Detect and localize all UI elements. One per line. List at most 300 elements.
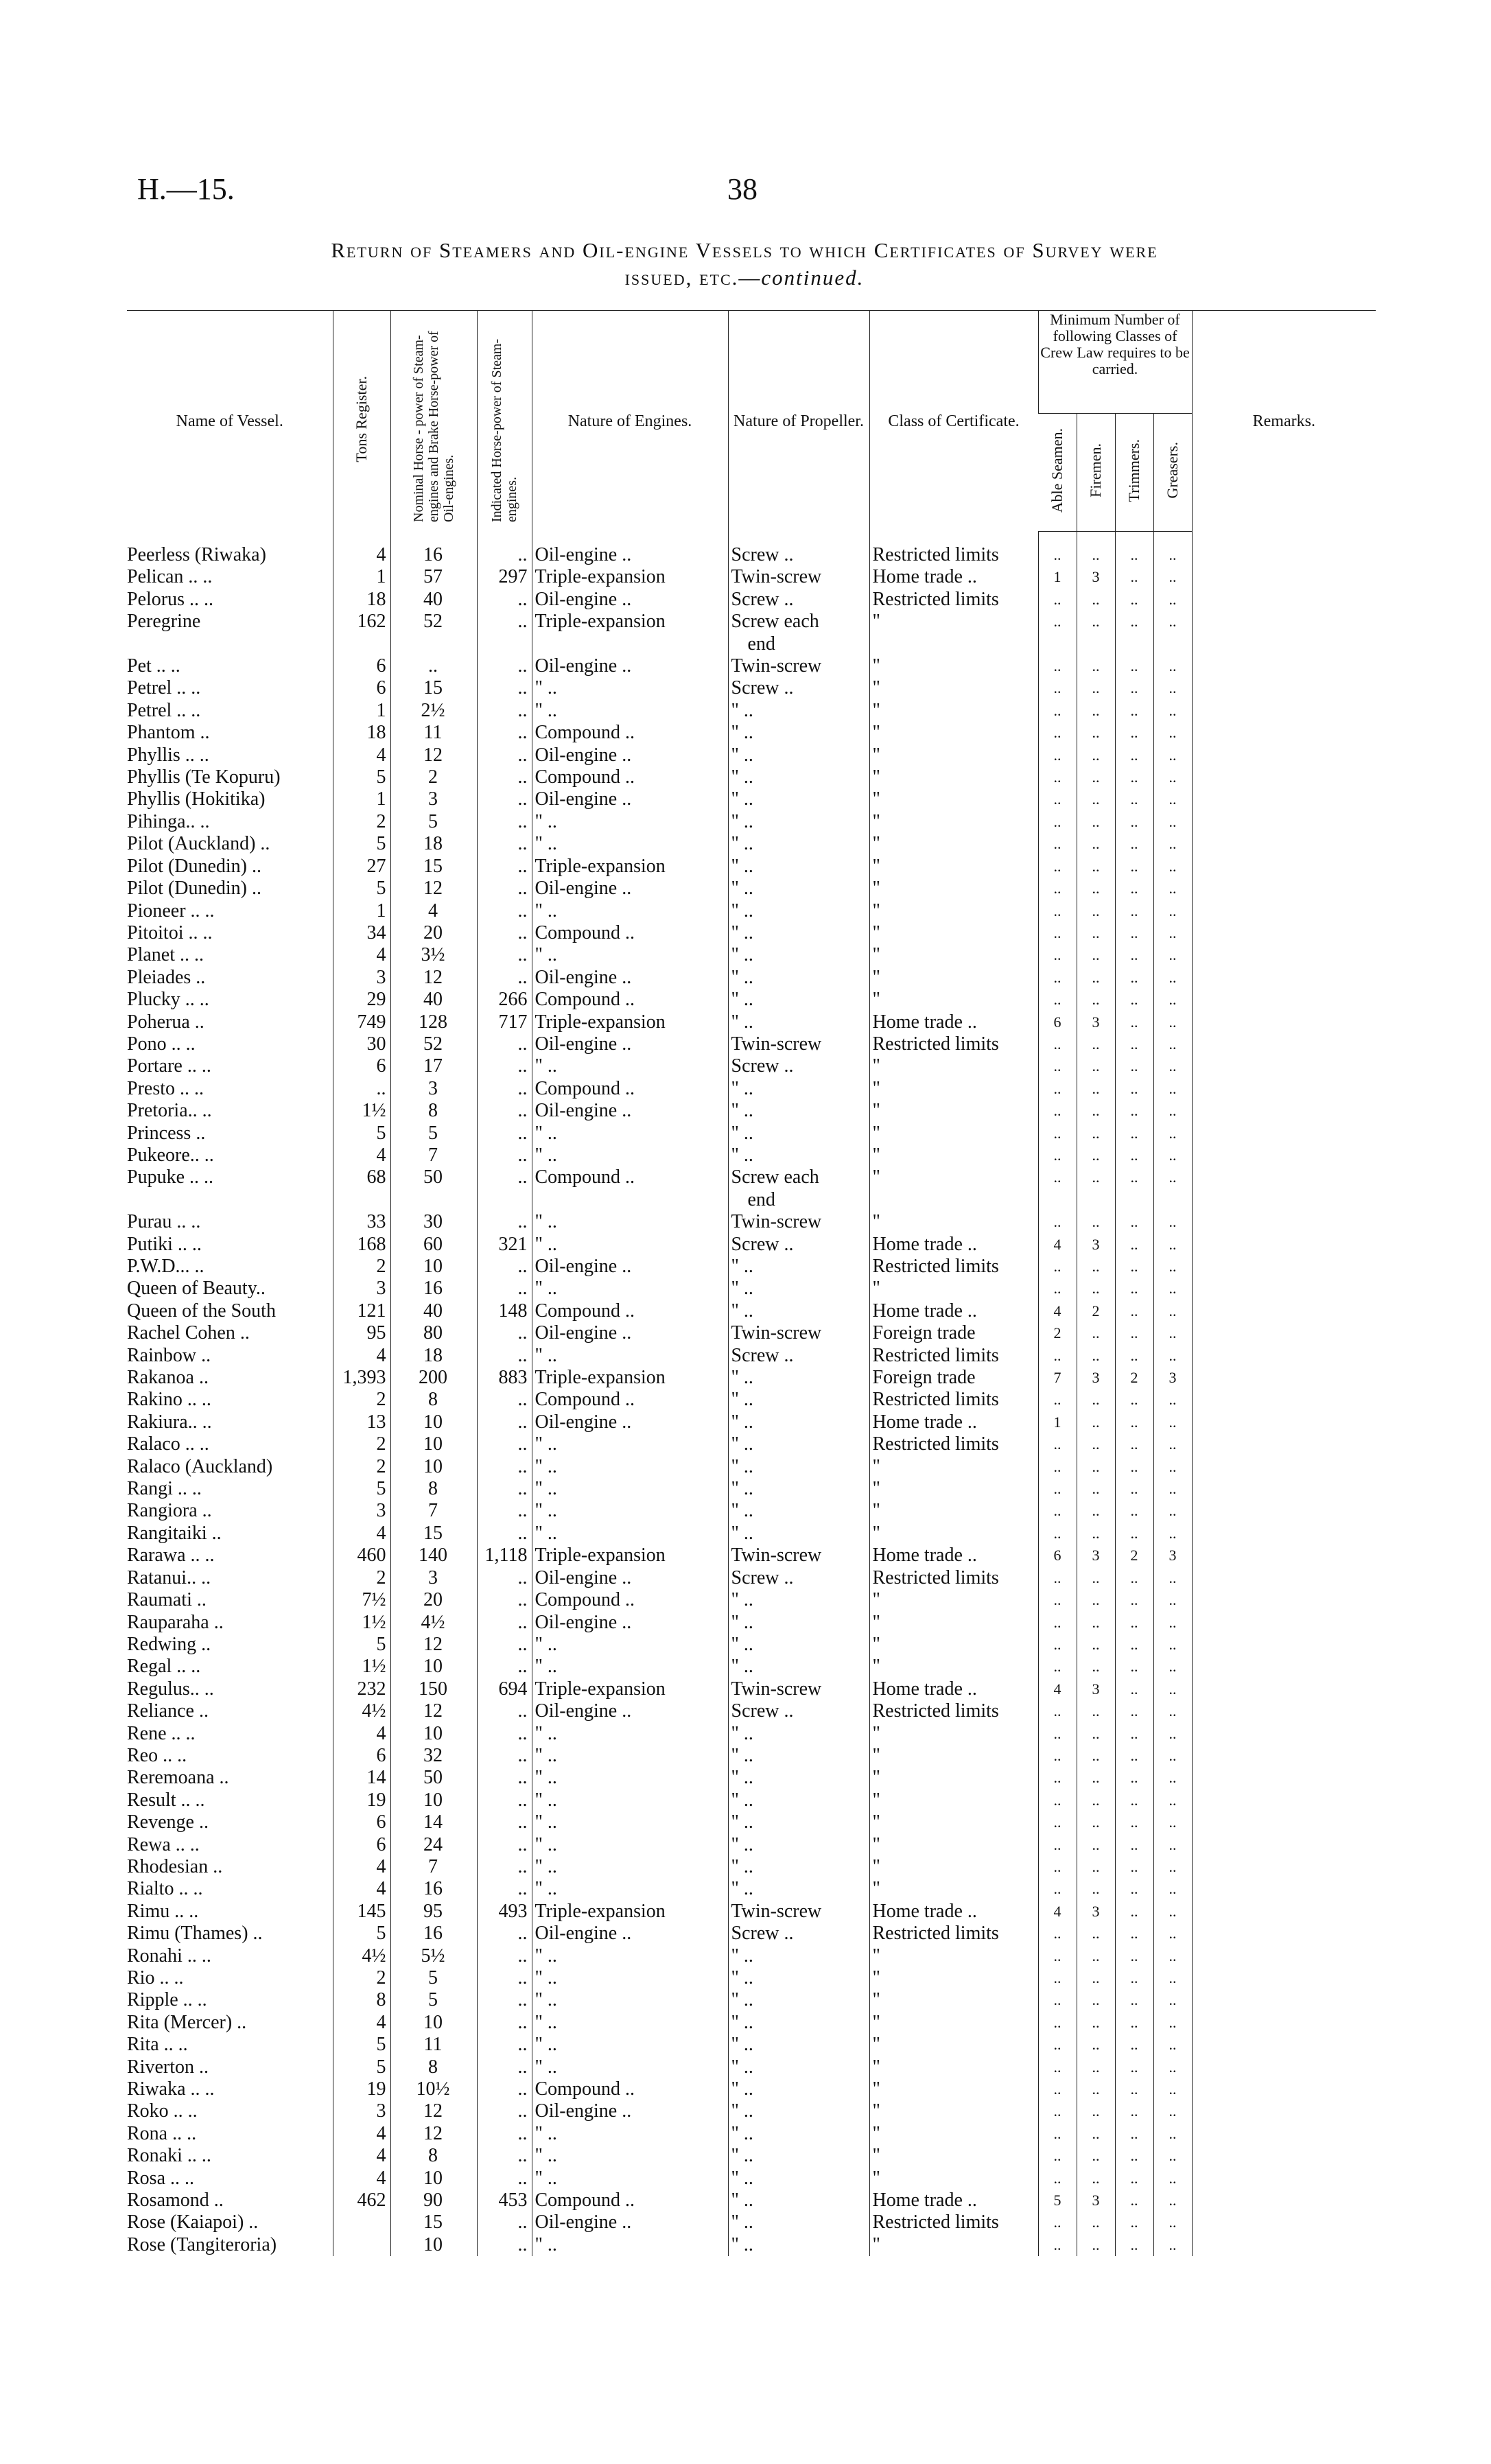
indicated-horsepower: .. — [477, 2078, 532, 2100]
tons-register: 5 — [333, 1634, 390, 1656]
engine-type: Oil-engine .. — [532, 2211, 728, 2233]
vessel-name: Pukeore.. .. — [127, 1144, 214, 1166]
vessel-name: Rona .. .. — [127, 2122, 197, 2144]
able-seamen-count: .. — [1038, 2012, 1077, 2034]
propeller-type: Twin-screw — [728, 1322, 869, 1344]
engine-type: " .. — [532, 2168, 728, 2190]
table-row — [127, 788, 1376, 810]
able-seamen-count: .. — [1038, 1500, 1077, 1522]
firemen-count: .. — [1077, 1523, 1115, 1545]
vessel-name: Ratanui.. .. — [127, 1567, 211, 1588]
trimmers-count: .. — [1115, 2123, 1153, 2145]
indicated-horsepower: .. — [477, 1745, 532, 1767]
engine-type: Oil-engine .. — [532, 655, 728, 677]
tons-register: 6 — [333, 1055, 390, 1077]
able-seamen-count: .. — [1038, 856, 1077, 878]
greasers-count: .. — [1153, 1811, 1192, 1833]
propeller-type: " .. — [728, 1790, 869, 1811]
nominal-horsepower: 2½ — [390, 700, 477, 722]
table-row — [127, 1790, 1376, 1811]
indicated-horsepower: 883 — [477, 1367, 532, 1389]
table-row — [127, 1322, 1376, 1344]
certificate-class: Restricted limits — [869, 2211, 1038, 2233]
vessel-name: Reremoana .. — [127, 1767, 229, 1789]
trimmers-count: .. — [1115, 856, 1153, 878]
vessel-name: Pupuke .. .. — [127, 1166, 213, 1188]
able-seamen-count: .. — [1038, 1523, 1077, 1545]
remarks-cell — [1192, 1878, 1376, 1900]
trimmers-count: .. — [1115, 744, 1153, 766]
propeller-type: " .. — [728, 2234, 869, 2256]
tons-register: 5 — [333, 878, 390, 900]
certificate-class: " — [869, 1945, 1038, 1967]
remarks-cell — [1192, 1456, 1376, 1478]
remarks-cell — [1192, 1745, 1376, 1767]
propeller-type: " .. — [728, 700, 869, 722]
propeller-type: " .. — [728, 1411, 869, 1433]
indicated-horsepower: .. — [477, 1389, 532, 1411]
nominal-horsepower: 80 — [390, 1322, 477, 1344]
tons-register: 1 — [333, 900, 390, 922]
remarks-cell — [1192, 1100, 1376, 1122]
vessel-name: Pelorus .. .. — [127, 588, 213, 610]
tons-register: 4 — [333, 744, 390, 766]
table-row — [127, 2234, 1376, 2256]
greasers-count: .. — [1153, 1011, 1192, 1033]
greasers-count: .. — [1153, 2012, 1192, 2034]
firemen-count: .. — [1077, 2078, 1115, 2100]
tons-register: 13 — [333, 1411, 390, 1433]
engine-type: " .. — [532, 1278, 728, 1300]
vessel-name: Plucky .. .. — [127, 989, 209, 1011]
table-row — [127, 2100, 1376, 2122]
remarks-cell — [1192, 1433, 1376, 1455]
greasers-count: .. — [1153, 989, 1192, 1011]
greasers-count: .. — [1153, 1500, 1192, 1522]
vessel-name: Rakanoa .. — [127, 1367, 209, 1389]
engine-type: Compound .. — [532, 1078, 728, 1100]
remarks-cell — [1192, 2012, 1376, 2034]
certificate-class: " — [869, 1612, 1038, 1634]
trimmers-count: .. — [1115, 2168, 1153, 2190]
nominal-horsepower: 3½ — [390, 944, 477, 966]
firemen-count: .. — [1077, 532, 1115, 567]
remarks-cell — [1192, 878, 1376, 900]
nominal-horsepower: 15 — [390, 856, 477, 878]
greasers-count: .. — [1153, 1767, 1192, 1789]
tons-register: 29 — [333, 989, 390, 1011]
table-row — [127, 1256, 1376, 1278]
able-seamen-count: .. — [1038, 1256, 1077, 1278]
propeller-type: " .. — [728, 1300, 869, 1322]
vessel-name: Rimu (Thames) .. — [127, 1923, 263, 1945]
nominal-horsepower: 12 — [390, 967, 477, 989]
engine-type: " .. — [532, 1989, 728, 2011]
indicated-horsepower: .. — [477, 2100, 532, 2122]
firemen-count: .. — [1077, 2123, 1115, 2145]
certificate-class: " — [869, 1634, 1038, 1656]
propeller-type: " .. — [728, 1456, 869, 1478]
indicated-horsepower: .. — [477, 744, 532, 766]
trimmers-count: .. — [1115, 1322, 1153, 1344]
propeller-type: " .. — [728, 1478, 869, 1500]
vessel-name: Riverton .. — [127, 2056, 209, 2078]
certificate-class: " — [869, 788, 1038, 810]
vessel-name: Rainbow .. — [127, 1344, 211, 1366]
remarks-cell — [1192, 532, 1376, 567]
nominal-horsepower: 60 — [390, 1234, 477, 1256]
nominal-horsepower: 4 — [390, 900, 477, 922]
remarks-cell — [1192, 900, 1376, 922]
able-seamen-count: .. — [1038, 589, 1077, 611]
tons-register: 27 — [333, 856, 390, 878]
trimmers-count: .. — [1115, 655, 1153, 677]
remarks-cell — [1192, 1589, 1376, 1611]
tons-register: 2 — [333, 1389, 390, 1411]
firemen-count: .. — [1077, 1612, 1115, 1634]
propeller-type: " .. — [728, 766, 869, 788]
firemen-count: .. — [1077, 1278, 1115, 1300]
remarks-cell — [1192, 2211, 1376, 2233]
indicated-horsepower: .. — [477, 1211, 532, 1233]
indicated-horsepower: .. — [477, 1945, 532, 1967]
indicated-horsepower: 493 — [477, 1901, 532, 1923]
able-seamen-count: .. — [1038, 1567, 1077, 1589]
able-seamen-count: .. — [1038, 1634, 1077, 1656]
engine-type: " .. — [532, 1055, 728, 1077]
certificate-class: " — [869, 677, 1038, 699]
engine-type: " .. — [532, 1211, 728, 1233]
engine-type: Compound .. — [532, 1166, 728, 1211]
propeller-type: Twin-screw — [728, 1545, 869, 1567]
greasers-count: .. — [1153, 878, 1192, 900]
greasers-count: .. — [1153, 677, 1192, 699]
propeller-type: " .. — [728, 944, 869, 966]
firemen-count: .. — [1077, 1256, 1115, 1278]
engine-type: " .. — [532, 1811, 728, 1833]
able-seamen-count: .. — [1038, 1656, 1077, 1678]
firemen-count: .. — [1077, 1389, 1115, 1411]
table-row — [127, 1700, 1376, 1722]
engine-type: Oil-engine .. — [532, 1923, 728, 1945]
propeller-type: " .. — [728, 1011, 869, 1033]
able-seamen-count: .. — [1038, 1745, 1077, 1767]
able-seamen-count: .. — [1038, 1834, 1077, 1856]
firemen-count: 3 — [1077, 1678, 1115, 1700]
indicated-horsepower: .. — [477, 1878, 532, 1900]
able-seamen-count: .. — [1038, 700, 1077, 722]
indicated-horsepower: .. — [477, 1767, 532, 1789]
certificate-class: " — [869, 1878, 1038, 1900]
propeller-type: " .. — [728, 1145, 869, 1166]
firemen-count: .. — [1077, 1078, 1115, 1100]
nominal-horsepower: 128 — [390, 1011, 477, 1033]
remarks-cell — [1192, 1811, 1376, 1833]
col-header-certificate: Class of Certificate. — [869, 311, 1038, 532]
remarks-cell — [1192, 1033, 1376, 1055]
table-row — [127, 1500, 1376, 1522]
engine-type: " .. — [532, 2234, 728, 2256]
propeller-type: " .. — [728, 1500, 869, 1522]
nominal-horsepower: 10 — [390, 1433, 477, 1455]
remarks-cell — [1192, 2123, 1376, 2145]
firemen-count: 3 — [1077, 1011, 1115, 1033]
nominal-horsepower: 8 — [390, 2145, 477, 2167]
engine-type: " .. — [532, 2056, 728, 2078]
certificate-class: " — [869, 1211, 1038, 1233]
nominal-horsepower: 16 — [390, 1878, 477, 1900]
vessel-name: Poherua .. — [127, 1011, 204, 1033]
nominal-horsepower: 95 — [390, 1901, 477, 1923]
vessel-name: Purau .. .. — [127, 1211, 201, 1233]
nominal-horsepower: 18 — [390, 1345, 477, 1367]
vessel-name: Queen of Beauty.. — [127, 1278, 266, 1300]
indicated-horsepower: .. — [477, 1433, 532, 1455]
remarks-cell — [1192, 922, 1376, 944]
vessel-name: Rhodesian .. — [127, 1855, 223, 1877]
title-line-2-continued: continued. — [761, 266, 865, 290]
table-row — [127, 811, 1376, 833]
trimmers-count: .. — [1115, 1300, 1153, 1322]
indicated-horsepower: .. — [477, 1322, 532, 1344]
vessel-name: Rosamond .. — [127, 2190, 224, 2211]
nominal-horsepower: 52 — [390, 611, 477, 655]
propeller-type: " .. — [728, 1967, 869, 1989]
col-header-firemen: Firemen. — [1077, 414, 1115, 532]
greasers-count: .. — [1153, 1945, 1192, 1967]
remarks-cell — [1192, 1678, 1376, 1700]
remarks-cell — [1192, 1945, 1376, 1967]
vessel-name: Petrel .. .. — [127, 699, 201, 721]
greasers-count: .. — [1153, 1790, 1192, 1811]
greasers-count: .. — [1153, 766, 1192, 788]
able-seamen-count: .. — [1038, 1989, 1077, 2011]
table-row — [127, 2012, 1376, 2034]
trimmers-count: .. — [1115, 1033, 1153, 1055]
nominal-horsepower: 11 — [390, 722, 477, 744]
remarks-cell — [1192, 1389, 1376, 1411]
firemen-count: .. — [1077, 944, 1115, 966]
nominal-horsepower: 90 — [390, 2190, 477, 2211]
tons-register: 168 — [333, 1234, 390, 1256]
tons-register: 6 — [333, 655, 390, 677]
indicated-horsepower: .. — [477, 922, 532, 944]
trimmers-count: .. — [1115, 1500, 1153, 1522]
indicated-horsepower: 717 — [477, 1011, 532, 1033]
nominal-horsepower: 40 — [390, 989, 477, 1011]
vessel-name: Rita .. .. — [127, 2034, 188, 2056]
table-row — [127, 677, 1376, 699]
table-row — [127, 532, 1376, 567]
tons-register: 4 — [333, 1723, 390, 1745]
engine-type: Oil-engine .. — [532, 1033, 728, 1055]
trimmers-count: .. — [1115, 611, 1153, 655]
vessel-name: Ronahi .. .. — [127, 1945, 211, 1967]
indicated-horsepower: .. — [477, 1656, 532, 1678]
engine-type: " .. — [532, 1967, 728, 1989]
indicated-horsepower: .. — [477, 677, 532, 699]
nominal-horsepower: 5 — [390, 1989, 477, 2011]
tons-register: 68 — [333, 1166, 390, 1211]
firemen-count: .. — [1077, 967, 1115, 989]
remarks-cell — [1192, 1478, 1376, 1500]
propeller-type: Twin-screw — [728, 1901, 869, 1923]
engine-type: " .. — [532, 1856, 728, 1878]
tons-register: 3 — [333, 1500, 390, 1522]
greasers-count: .. — [1153, 856, 1192, 878]
engine-type: " .. — [532, 944, 728, 966]
propeller-type: " .. — [728, 1389, 869, 1411]
greasers-count: .. — [1153, 1055, 1192, 1077]
vessel-name: Phantom .. — [127, 722, 210, 744]
nominal-horsepower: 5 — [390, 811, 477, 833]
propeller-type: Twin-screw — [728, 566, 869, 588]
trimmers-count: .. — [1115, 1456, 1153, 1478]
nominal-horsepower: 20 — [390, 922, 477, 944]
certificate-class: " — [869, 611, 1038, 655]
certificate-class: " — [869, 833, 1038, 855]
vessel-name: Rene .. .. — [127, 1722, 196, 1744]
tons-register: 5 — [333, 2034, 390, 2056]
tons-register: 4 — [333, 532, 390, 567]
firemen-count: .. — [1077, 1700, 1115, 1722]
vessel-name: Pono .. .. — [127, 1033, 196, 1055]
trimmers-count: .. — [1115, 1256, 1153, 1278]
greasers-count: .. — [1153, 967, 1192, 989]
vessel-name: Rita (Mercer) .. — [127, 2011, 247, 2033]
greasers-count: .. — [1153, 833, 1192, 855]
table-row — [127, 1656, 1376, 1678]
indicated-horsepower: .. — [477, 1033, 532, 1055]
tons-register: 4 — [333, 2145, 390, 2167]
certificate-class: " — [869, 744, 1038, 766]
nominal-horsepower: 12 — [390, 878, 477, 900]
able-seamen-count: .. — [1038, 766, 1077, 788]
firemen-count: .. — [1077, 2012, 1115, 2034]
remarks-cell — [1192, 1767, 1376, 1789]
propeller-type: Twin-screw — [728, 655, 869, 677]
certificate-class: " — [869, 1478, 1038, 1500]
nominal-horsepower: 5 — [390, 1967, 477, 1989]
indicated-horsepower: .. — [477, 1478, 532, 1500]
propeller-type: " .. — [728, 2034, 869, 2056]
remarks-cell — [1192, 967, 1376, 989]
vessel-name: Pitoitoi .. .. — [127, 922, 213, 943]
trimmers-count: .. — [1115, 1345, 1153, 1367]
nominal-horsepower: 40 — [390, 1300, 477, 1322]
table-row — [127, 2123, 1376, 2145]
firemen-count: .. — [1077, 766, 1115, 788]
table-row — [127, 700, 1376, 722]
certificate-class: " — [869, 766, 1038, 788]
able-seamen-count: .. — [1038, 1811, 1077, 1833]
greasers-count: .. — [1153, 1389, 1192, 1411]
indicated-horsepower: .. — [477, 1523, 532, 1545]
nominal-horsepower: 15 — [390, 2211, 477, 2233]
remarks-cell — [1192, 2190, 1376, 2211]
greasers-count: .. — [1153, 2145, 1192, 2167]
engine-type: Oil-engine .. — [532, 589, 728, 611]
nominal-horsepower: .. — [390, 655, 477, 677]
engine-type: " .. — [532, 2123, 728, 2145]
certificate-class: " — [869, 1123, 1038, 1145]
tons-register: .. — [333, 1078, 390, 1100]
certificate-class: " — [869, 2168, 1038, 2190]
firemen-count: .. — [1077, 2056, 1115, 2078]
certificate-class: " — [869, 878, 1038, 900]
greasers-count: .. — [1153, 1878, 1192, 1900]
nominal-horsepower: 2 — [390, 766, 477, 788]
indicated-horsepower: .. — [477, 1834, 532, 1856]
remarks-cell — [1192, 744, 1376, 766]
able-seamen-count: 5 — [1038, 2190, 1077, 2211]
firemen-count: .. — [1077, 1500, 1115, 1522]
tons-register: 232 — [333, 1678, 390, 1700]
certificate-class: " — [869, 2234, 1038, 2256]
greasers-count: .. — [1153, 2190, 1192, 2211]
engine-type: " .. — [532, 1500, 728, 1522]
remarks-cell — [1192, 1123, 1376, 1145]
greasers-count: .. — [1153, 1834, 1192, 1856]
firemen-count: .. — [1077, 900, 1115, 922]
nominal-horsepower: 14 — [390, 1811, 477, 1833]
propeller-type: Screw .. — [728, 1567, 869, 1589]
indicated-horsepower: .. — [477, 944, 532, 966]
certificate-class: " — [869, 1989, 1038, 2011]
greasers-count: .. — [1153, 1678, 1192, 1700]
vessel-name: Rewa .. .. — [127, 1833, 200, 1855]
indicated-horsepower: 297 — [477, 566, 532, 588]
trimmers-count: .. — [1115, 589, 1153, 611]
engine-type: " .. — [532, 2034, 728, 2056]
able-seamen-count: .. — [1038, 2123, 1077, 2145]
indicated-horsepower: 694 — [477, 1678, 532, 1700]
vessel-name: Portare .. .. — [127, 1055, 211, 1077]
vessel-name: Reliance .. — [127, 1700, 209, 1722]
vessel-name: Pleiades .. — [127, 966, 206, 988]
vessel-name: Riwaka .. .. — [127, 2078, 215, 2100]
engine-type: Oil-engine .. — [532, 1567, 728, 1589]
engine-type: Compound .. — [532, 722, 728, 744]
nominal-horsepower: 3 — [390, 788, 477, 810]
engine-type: " .. — [532, 1634, 728, 1656]
certificate-class: " — [869, 1166, 1038, 1211]
vessel-table — [127, 310, 1376, 2256]
indicated-horsepower: .. — [477, 1612, 532, 1634]
firemen-count: .. — [1077, 744, 1115, 766]
greasers-count: .. — [1153, 1700, 1192, 1722]
remarks-cell — [1192, 1634, 1376, 1656]
tons-register: 121 — [333, 1300, 390, 1322]
table-row — [127, 2034, 1376, 2056]
vessel-name: Rauparaha .. — [127, 1611, 224, 1633]
remarks-cell — [1192, 722, 1376, 744]
col-header-indicated-hp: Indicated Horse-power of Steam-engines. — [477, 311, 532, 532]
able-seamen-count: .. — [1038, 833, 1077, 855]
tons-register: 34 — [333, 922, 390, 944]
remarks-cell — [1192, 1166, 1376, 1211]
engine-type: " .. — [532, 1745, 728, 1767]
remarks-cell — [1192, 1411, 1376, 1433]
table-row — [127, 1745, 1376, 1767]
tons-register: 4 — [333, 1345, 390, 1367]
greasers-count: .. — [1153, 722, 1192, 744]
able-seamen-count: .. — [1038, 1055, 1077, 1077]
tons-register: 6 — [333, 677, 390, 699]
engine-type: Compound .. — [532, 1300, 728, 1322]
table-row — [127, 1367, 1376, 1389]
able-seamen-count: .. — [1038, 1856, 1077, 1878]
